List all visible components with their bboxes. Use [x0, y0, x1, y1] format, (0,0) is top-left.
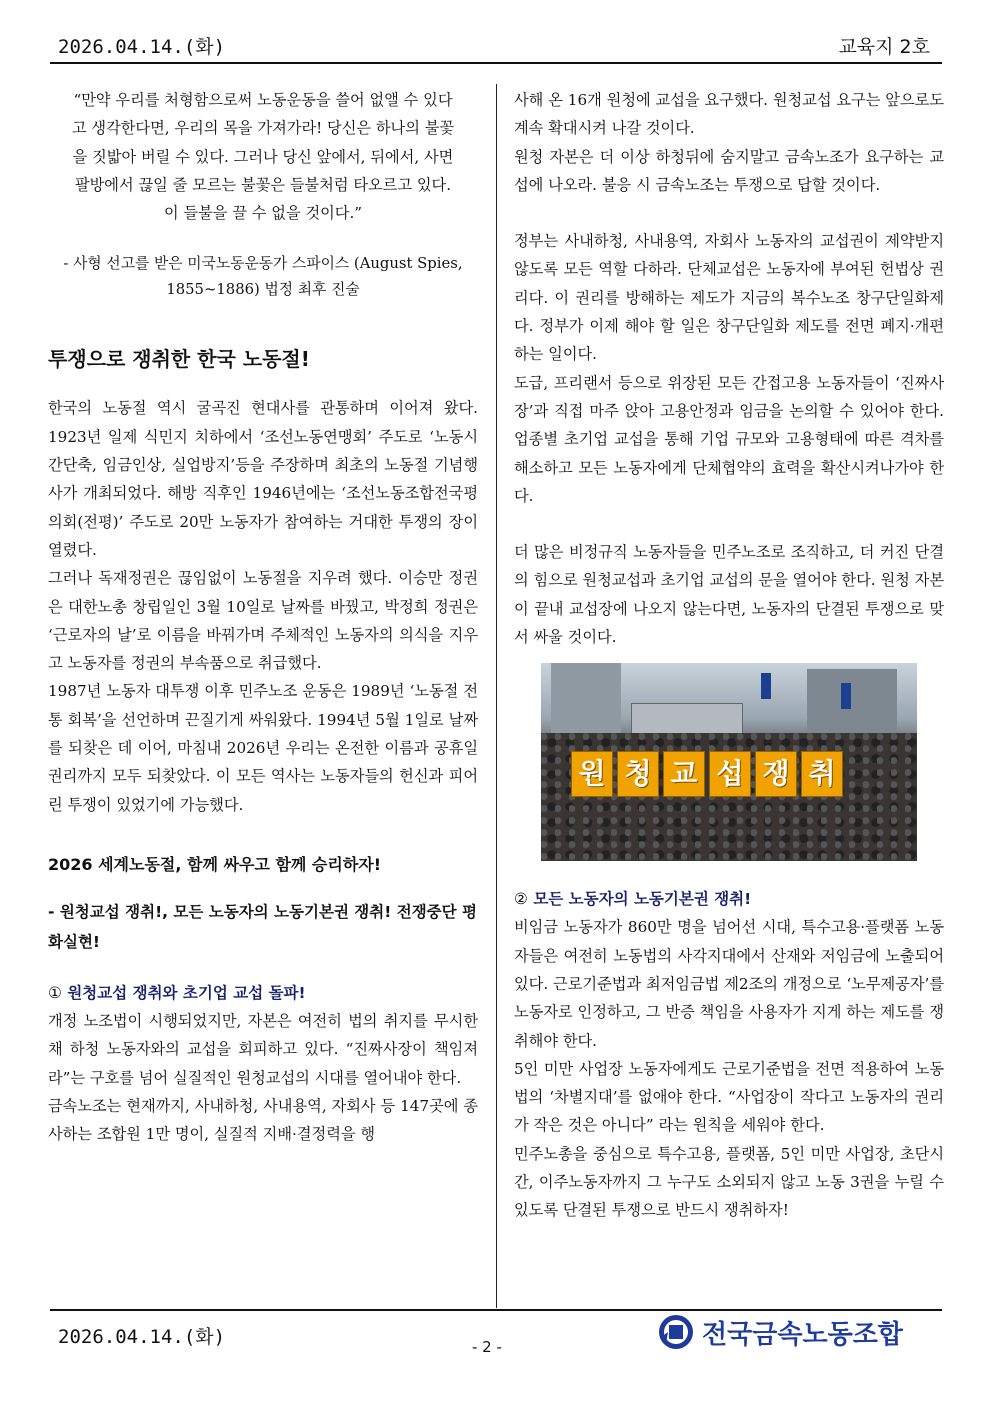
right-paragraph: 더 많은 비정규직 노동자들을 민주노조로 조직하고, 더 커진 단결의 힘으로 원청교섭과 초기업 교섭의 문을 열어야 한다. 원청 자본이 끝내 교섭장에 나오지 않는다면, 노동자의 단결된 투쟁으로 맞서 싸울 것이다.	[514, 543, 944, 647]
point1-heading	[48, 979, 478, 1007]
quote-text: “만약 우리를 처형함으로써 노동운동을 쓸어 없앨 수 있다고 생각한다면, 우리의 목을 가져가라! 당신은 하나의 불꽃을 짓밟아 버릴 수 있다. 그러나 당신 앞에서, 뒤에서, 사면팔방에서 끊일 줄 모르는 불꽃은 들불처럼 타오르고 있다. 이 들불을 끌 수 없을 것이다.”	[71, 91, 455, 223]
point1-number: ①	[48, 983, 62, 1002]
point1-paragraph: 개정 노조법이 시행되었지만, 자본은 여전히 법의 취지를 무시한 채 하청 노동자와의 교섭을 회피하고 있다. “진짜사장이 책임져라”는 구호를 넘어 실질적인 원청교섭의 시대를 열어내야 한다.	[48, 1011, 478, 1087]
section1-paragraph: 그러나 독재정권은 끊임없이 노동절을 지우려 했다. 이승만 정권은 대한노총 창립일인 3월 10일로 날짜를 바꿨고, 박정희 정권은 ‘근로자의 날’로 이름을 바꿔가며 주체적인 노동자의 의식을 지우고 노동자를 정권의 부속품으로 취급했다.	[48, 569, 478, 673]
right-paragraph: 사해 온 16개 원청에 교섭을 요구했다. 원청교섭 요구는 앞으로도 계속 확대시켜 나갈 것이다.	[514, 91, 944, 138]
banner-char: 원	[571, 751, 613, 797]
right-paragraph: 원청 자본은 더 이상 하청뒤에 숨지말고 금속노조가 요구하는 교섭에 나오라. 불응 시 금속노조는 투쟁으로 답할 것이다.	[514, 147, 944, 194]
right-column	[514, 86, 944, 1225]
org-name: 전국금속노동조합	[702, 1319, 903, 1350]
point2-title: 모든 노동자의 노동기본권 쟁취!	[533, 890, 752, 909]
banner-char: 취	[801, 751, 843, 797]
org-logo	[656, 1312, 903, 1352]
footer-rule	[50, 1309, 942, 1311]
point1-paragraph: 금속노조는 현재까지, 사내하청, 사내용역, 자회사 등 147곳에 종사하는 조합원 1만 명이, 실질적 지배·결정력을 행	[48, 1096, 478, 1144]
photo-banner	[571, 751, 877, 797]
flag-icon	[761, 673, 771, 699]
banner-char: 청	[617, 751, 659, 797]
section2-title: 2026 세계노동절, 함께 싸우고 함께 승리하자!	[48, 854, 382, 874]
point1-title: 원청교섭 쟁취와 초기업 교섭 돌파!	[67, 983, 306, 1002]
section1-paragraph: 1987년 노동자 대투쟁 이후 민주노조 운동은 1989년 ‘노동절 전통 회복’을 선언하며 끈질기게 싸워왔다. 1994년 5월 1일로 날짜를 되찾은 데 이어, 마침내 2026년 우리는 온전한 이름과 공휴일 권리까지 모두 되찾았다. 이 모든 역사는 노동자들의 헌신과 피어린 투쟁이 있었기에 가능했다.	[48, 682, 478, 814]
point2-heading	[514, 885, 944, 913]
section2-subtitle: - 원청교섭 쟁취!, 모든 노동자의 노동기본권 쟁취! 전쟁중단 평화실현!	[48, 902, 477, 951]
section1-title: 투쟁으로 쟁취한 한국 노동절!	[48, 347, 310, 372]
banner-char: 쟁	[755, 751, 797, 797]
page-header	[50, 28, 942, 64]
footer-date: 2026.04.14.(화)	[58, 1326, 226, 1348]
point2-paragraph: 5인 미만 사업장 노동자에게도 근로기준법을 전면 적용하여 노동법의 ‘차별지대’를 없애야 한다. “사업장이 작다고 노동자의 권리가 작은 것은 아니다” 라는 원칙을 세워야 한다.	[514, 1059, 944, 1135]
flag-icon	[841, 683, 851, 709]
point2-paragraph: 비임금 노동자가 860만 명을 넘어선 시대, 특수고용·플랫폼 노동자들은 여전히 노동법의 사각지대에서 산재와 저임금에 노출되어 있다. 근로기준법과 최저임금법 제2조의 개정으로 ‘노무제공자’를 노동자로 인정하고, 그 반증 책임을 사용자가 지게 하는 제도를 쟁취해야 한다.	[514, 918, 944, 1050]
right-paragraph: 정부는 사내하청, 사내용역, 자회사 노동자의 교섭권이 제약받지 않도록 모든 역할 다하라. 단체교섭은 노동자에 부여된 헌법상 권리다. 이 권리를 방해하는 제도가 지금의 복수노조 창구단일화제다. 정부가 이제 해야 할 일은 창구단일화 제도를 전면 폐지·개편하는 일이다.	[514, 232, 944, 364]
protest-photo	[541, 663, 917, 861]
page-number: - 2 -	[472, 1338, 502, 1356]
point2-number: ②	[514, 890, 528, 909]
column-divider	[496, 84, 497, 1308]
left-column	[48, 86, 478, 1148]
banner-char: 교	[663, 751, 705, 797]
banner-char: 섭	[709, 751, 751, 797]
right-paragraph: 도급, 프리랜서 등으로 위장된 모든 간접고용 노동자들이 ‘진짜사장’과 직접 마주 앉아 고용안정과 임금을 논의할 수 있어야 한다. 업종별 초기업 교섭을 통해 기업 규모와 고용형태에 따른 격차를 해소하고 모든 노동자에게 단체협약의 효력을 확산시켜나가야 한다.	[514, 373, 944, 505]
header-date: 2026.04.14.(화)	[58, 36, 226, 58]
union-emblem-icon	[656, 1312, 696, 1352]
section1-paragraph: 한국의 노동절 역시 굴곡진 현대사를 관통하며 이어져 왔다. 1923년 일제 식민지 치하에서 ‘조선노동연맹회’ 주도로 ‘노동시간단축, 임금인상, 실업방지’등을 주장하며 최초의 노동절 기념행사가 개최되었다. 해방 직후인 1946년에는 ‘조선노동조합전국평의회(전평)’ 주도로 20만 노동자가 참여하는 거대한 투쟁의 장이 열렸다.	[48, 399, 478, 559]
quote-attribution: - 사형 선고를 받은 미국노동운동가 스파이스 (August Spies, 1855~1886) 법정 최후 진술	[63, 255, 463, 299]
header-issue: 교육지 2호	[838, 36, 930, 58]
point2-paragraph: 민주노총을 중심으로 특수고용, 플랫폼, 5인 미만 사업장, 초단시간, 이주노동자까지 그 누구도 소외되지 않고 노동 3권을 누릴 수 있도록 단결된 투쟁으로 반드시 쟁취하자!	[514, 1144, 944, 1220]
